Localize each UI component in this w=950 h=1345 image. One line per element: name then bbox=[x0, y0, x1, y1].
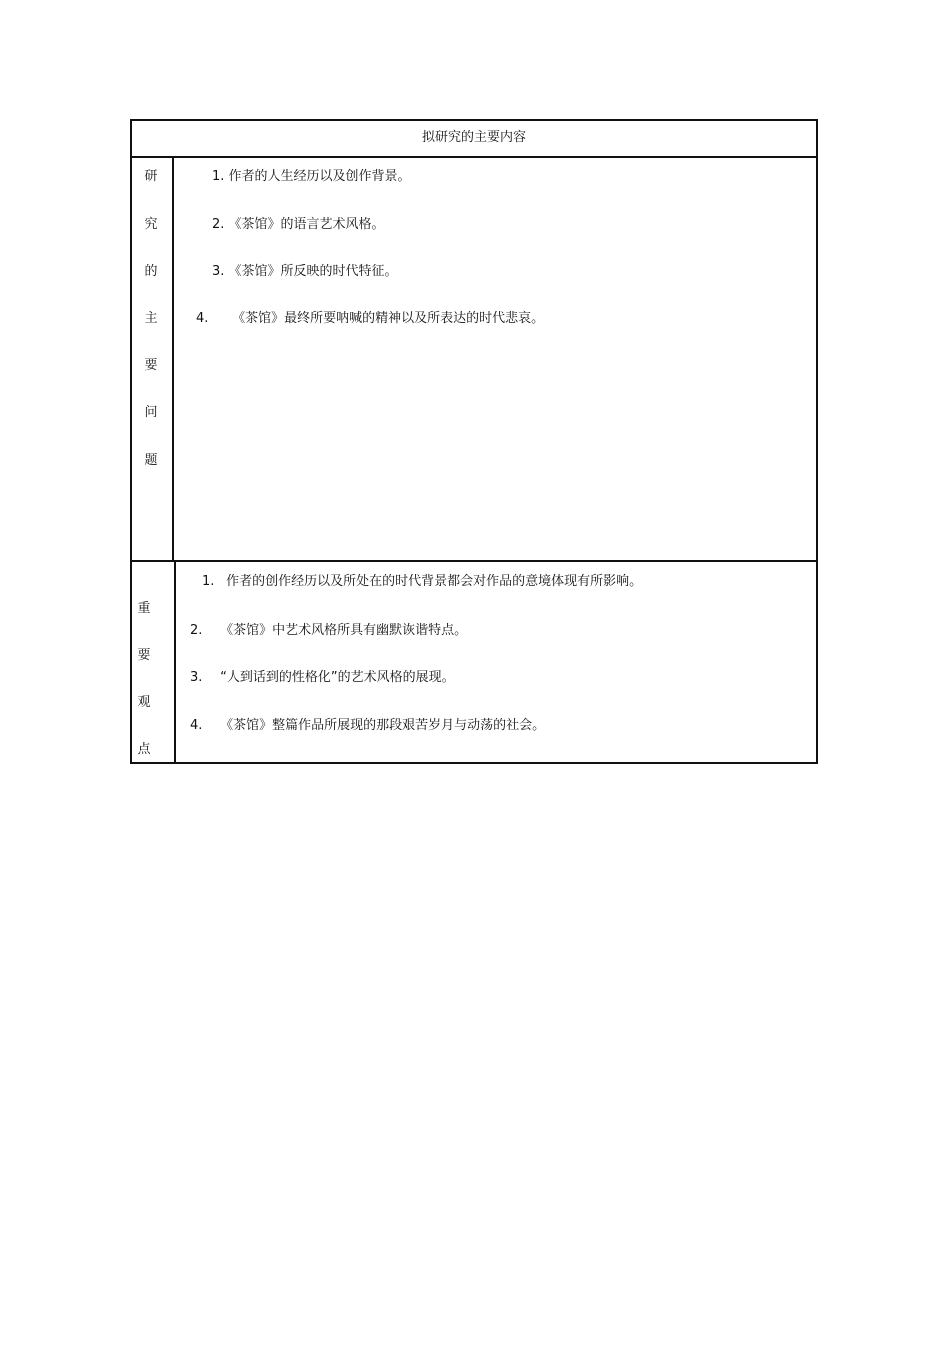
item-text: 《茶馆》中艺术风格所具有幽默诙谐特点。 bbox=[220, 623, 468, 638]
item-number: 2. bbox=[212, 217, 225, 232]
item-text: 《茶馆》的语言艺术风格。 bbox=[228, 217, 385, 232]
key-points-section bbox=[132, 562, 816, 764]
label-char: 点 bbox=[137, 742, 151, 757]
label-char: 要 bbox=[144, 358, 158, 373]
item-number: 1. bbox=[212, 169, 225, 184]
item-number: 2. bbox=[190, 623, 203, 638]
label-char: 究 bbox=[144, 217, 158, 232]
label-char: 的 bbox=[144, 264, 158, 279]
label-char: 主 bbox=[144, 311, 158, 326]
key-points-label bbox=[132, 562, 176, 764]
main-questions-label bbox=[132, 158, 174, 560]
label-char: 题 bbox=[144, 453, 158, 468]
list-item bbox=[196, 307, 544, 326]
item-text: 作者的人生经历以及创作背景。 bbox=[228, 169, 411, 184]
item-text: “人到话到的性格化”的艺术风格的展现。 bbox=[220, 670, 455, 685]
label-char: 要 bbox=[137, 648, 151, 663]
label-char: 问 bbox=[144, 405, 158, 420]
list-item bbox=[190, 619, 467, 638]
list-item bbox=[212, 213, 385, 232]
item-number: 4. bbox=[190, 718, 203, 733]
list-item bbox=[190, 714, 545, 733]
list-item bbox=[212, 260, 398, 279]
item-text: 《茶馆》所反映的时代特征。 bbox=[228, 264, 398, 279]
list-item bbox=[212, 165, 411, 184]
table-title: 拟研究的主要内容 bbox=[132, 121, 816, 158]
main-questions-section bbox=[132, 158, 816, 562]
item-number: 4. bbox=[196, 311, 209, 326]
item-text: 《茶馆》整篇作品所展现的那段艰苦岁月与动荡的社会。 bbox=[220, 718, 546, 733]
item-number: 3. bbox=[190, 670, 203, 685]
list-item bbox=[202, 570, 642, 589]
item-number: 1. bbox=[202, 574, 215, 589]
label-char: 研 bbox=[144, 169, 158, 184]
item-number: 3. bbox=[212, 264, 225, 279]
content-table bbox=[130, 119, 818, 764]
label-char: 重 bbox=[137, 601, 151, 616]
label-char: 观 bbox=[137, 695, 151, 710]
list-item bbox=[190, 666, 455, 685]
item-text: 《茶馆》最终所要呐喊的精神以及所表达的时代悲哀。 bbox=[232, 311, 545, 326]
item-text: 作者的创作经历以及所处在的时代背景都会对作品的意境体现有所影响。 bbox=[226, 574, 643, 589]
